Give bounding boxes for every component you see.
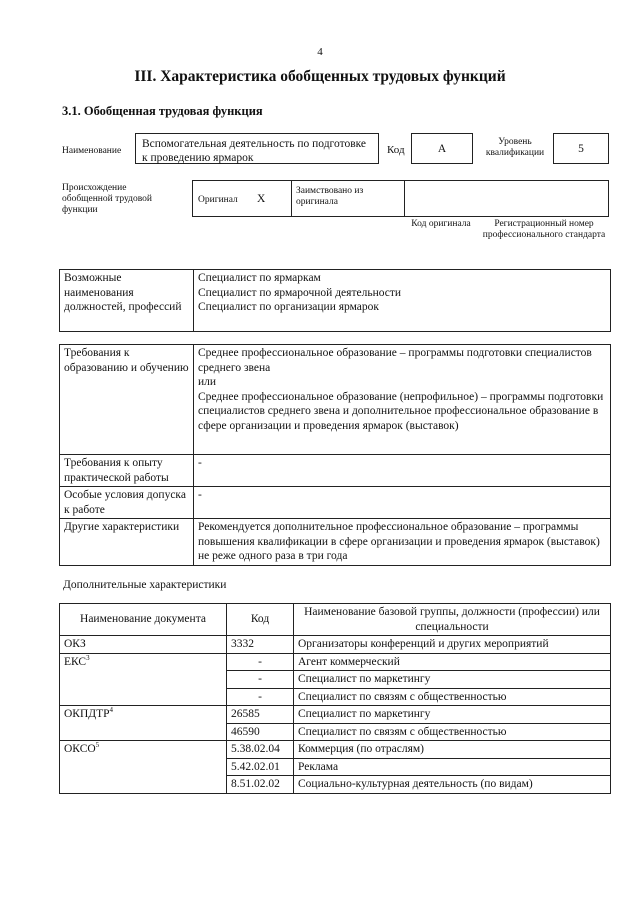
origin-divider-2 [404, 180, 405, 217]
row-doc [60, 706, 227, 724]
education-line: Среднее профессиональное образование (непрофильное) – программы подготовки специалистов среднего звена и дополнительное профессиональное образование в сфере организации и проведения ярмарок (выставок) [198, 390, 604, 432]
row-code: - [227, 671, 294, 689]
additional-title: Дополнительные характеристики [63, 579, 227, 591]
borrowed-label: Заимствовано из оригинала [296, 186, 364, 207]
other-label: Другие характеристики [60, 519, 194, 566]
row-doc [60, 776, 227, 794]
code-original-label: Код оригинала [411, 219, 471, 229]
education-line: Среднее профессиональное образование – программы подготовки специалистов среднего звена [198, 347, 592, 374]
row-doc-footnote: 4 [109, 706, 114, 715]
row-code: 26585 [227, 706, 294, 724]
row-doc [60, 688, 227, 706]
table-row [60, 723, 611, 741]
row-doc-footnote: 3 [86, 653, 90, 662]
row-name: Коммерция (по отраслям) [294, 741, 611, 759]
table-row [60, 636, 611, 654]
page-number: 4 [317, 46, 323, 58]
row-doc [60, 723, 227, 741]
education-label: Требования к образованию и обучению [60, 345, 194, 455]
row-doc-text: ОКСО [64, 743, 96, 755]
row-code: 3332 [227, 636, 294, 654]
level-value: 5 [578, 143, 584, 155]
row-doc-text: ОКПДТР [64, 708, 110, 720]
additional-table [59, 603, 611, 794]
subsection-title: 3.1. Обобщенная трудовая функция [62, 104, 263, 118]
row-name: Агент коммерческий [294, 653, 611, 671]
table-row [60, 776, 611, 794]
row-doc [60, 636, 227, 654]
table-row [60, 671, 611, 689]
row-doc [60, 671, 227, 689]
table-row [60, 741, 611, 759]
row-name: Специалист по связям с общественностью [294, 688, 611, 706]
positions-table [59, 269, 611, 332]
header-doc: Наименование документа [60, 604, 227, 636]
row-name: Социально-культурная деятельность (по видам) [294, 776, 611, 794]
other-value: Рекомендуется дополнительное профессиональное образование – программы повышения квалификации в сфере организации и проведения ярмарок (выставок) не реже одного раза в три года [194, 519, 611, 566]
row-name: Организаторы конференций и других мероприятий [294, 636, 611, 654]
original-mark: Х [257, 193, 266, 205]
row-code: - [227, 688, 294, 706]
education-line: или [198, 376, 217, 388]
origin-divider-1 [291, 180, 292, 217]
position-item: Специалист по организации ярмарок [198, 301, 379, 313]
row-code: 5.38.02.04 [227, 741, 294, 759]
row-code: - [227, 653, 294, 671]
header-code: Код [227, 604, 294, 636]
special-label: Особые условия допуска к работе [60, 487, 194, 519]
requirements-table [59, 344, 611, 566]
experience-label: Требования к опыту практической работы [60, 455, 194, 487]
position-item: Специалист по ярмарочной деятельности [198, 286, 402, 299]
position-item: Специалист по ярмаркам [198, 272, 321, 284]
level-label: Уровень квалификации [485, 137, 545, 158]
row-name: Специалист по маркетингу [294, 706, 611, 724]
education-value [194, 345, 611, 455]
table-row [60, 706, 611, 724]
row-name: Специалист по маркетингу [294, 671, 611, 689]
function-name-value: Вспомогательная деятельность по подготовке к проведению ярмарок [142, 138, 367, 164]
row-doc-text: ОКЗ [64, 638, 86, 650]
positions-label: Возможные наименования должностей, профессий [60, 270, 194, 332]
header-name: Наименование базовой группы, должности (профессии) или специальности [294, 604, 611, 636]
row-doc-footnote: 5 [95, 741, 100, 750]
special-value: - [194, 487, 611, 519]
positions-list [194, 270, 611, 332]
row-doc [60, 758, 227, 776]
row-doc [60, 741, 227, 759]
row-doc-text: ЕКС [64, 655, 87, 668]
table-row [60, 653, 611, 671]
section-title: III. Характеристика обобщенных трудовых функций [134, 68, 506, 85]
code-value: А [437, 143, 447, 155]
experience-value: - [194, 455, 611, 487]
function-name-box [135, 133, 379, 164]
origin-label: Происхождение обобщенной трудовой функции [62, 183, 152, 215]
row-code: 8.51.02.02 [227, 776, 294, 794]
row-code: 5.42.02.01 [227, 758, 294, 776]
table-row [60, 758, 611, 776]
reg-number-label: Регистрационный номер профессионального стандарта [482, 219, 606, 240]
code-label: Код [387, 144, 405, 156]
row-name: Специалист по связям с общественностью [294, 723, 611, 741]
code-box [411, 133, 473, 164]
original-label: Оригинал [198, 195, 238, 205]
table-row [60, 688, 611, 706]
name-label: Наименование [62, 146, 122, 156]
row-name: Реклама [294, 758, 611, 776]
level-box [553, 133, 609, 164]
row-code: 46590 [227, 723, 294, 741]
row-doc [60, 653, 227, 671]
